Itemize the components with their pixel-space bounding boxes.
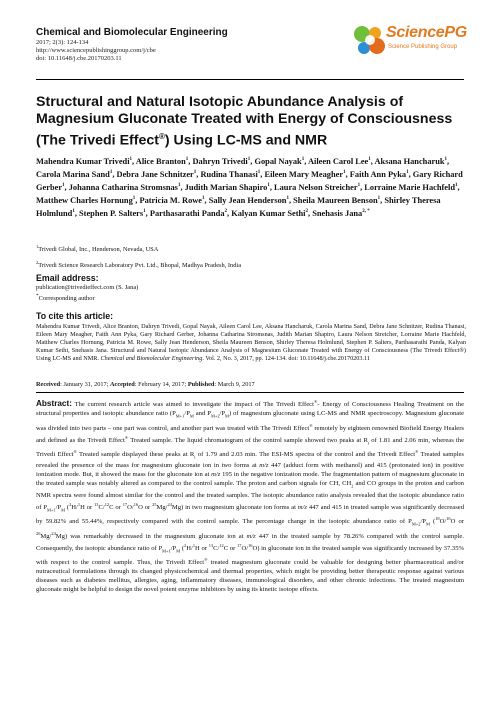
author-affiliation-mark: 1 <box>109 170 113 175</box>
author-affiliation-mark: 1 <box>257 170 261 175</box>
author-name: Sheila Maureen Benson$^1$ <box>293 195 381 205</box>
journal-doi: doi: 10.11648/j.cbe.20170203.11 <box>36 55 122 62</box>
author-affiliation-mark: 2 <box>305 209 309 214</box>
abstract-label: Abstract: <box>36 399 72 409</box>
author-affiliation-mark: 2 <box>224 209 228 214</box>
author-affiliation-mark: 1 <box>62 183 65 188</box>
author-affiliation-mark: 1 <box>132 196 136 201</box>
email-heading: Email address: <box>36 273 99 283</box>
sciencepg-logo-icon <box>350 22 388 60</box>
author-list: Mahendra Kumar Trivedi$^1$, Alice Branton$^1$, Dahryn Trivedi$^1$, Gopal Nayak$^1$, Aileen Carol Lee$^1$, Aksana Hancharuk$^1$, Carola Marina Sand$^1$, Debra Jane Schnitzer$^1$, Rudina Thanasi$^1$, Eileen Mary Meagher$^1$, Faith Ann Pyka$^1$, Gary Richard Gerber$^1$, Johanna Catharina Stromsnas$^1$, Judith Marian Shapiro$^1$, Laura Nelson Streicher$^1$, Lorraine Marie Hachfeld$^1$, Matthew Charles Hornung$^1$, Patricia M. Rowe$^1$, Sally Jean Henderson$^1$, Sheila Maureen Benson$^1$, Shirley Theresa Holmlund$^1$, Stephen P. Salters$^1$, Parthasarathi Panda$^2$, Kalyan Kumar Sethi$^2$, Snehasis Jana$^{2, *}$ <box>36 156 463 218</box>
citation-section <box>36 311 466 363</box>
abstract-divider <box>36 392 464 393</box>
author-affiliation-mark: 1 <box>455 183 458 188</box>
author-name: Gopal Nayak$^1$ <box>254 156 305 166</box>
affiliations <box>36 243 466 275</box>
author-name: Dahryn Trivedi$^1$ <box>192 156 251 166</box>
author-name: Matthew Charles Hornung$^1$ <box>36 195 136 205</box>
author-name: Shirley Theresa Holmlund$^1$ <box>36 195 441 218</box>
author-affiliation-mark: 2, * <box>362 209 370 214</box>
email-address[interactable]: publication@trivedieffect.com (S. Jana) <box>36 284 139 291</box>
author-affiliation-mark: 1 <box>406 170 409 175</box>
author-affiliation-mark: 1 <box>177 183 181 188</box>
author-name: Aileen Carol Lee$^1$ <box>307 156 371 166</box>
journal-url[interactable]: http://www.sciencepublishinggroup.com/j/cbe <box>36 47 156 54</box>
author-affiliation-mark: 1 <box>368 157 371 162</box>
author-name: Alice Branton$^1$ <box>135 156 189 166</box>
corresponding-note: *Corresponding author <box>36 293 95 303</box>
author-name: Mahendra Kumar Trivedi$^1$ <box>36 156 133 166</box>
abstract-body: The current research article was aimed to investigate the impact of The Trivedi Effect®- Energy of Consciousness Healing Treatment on the structural properties and isotopic abundance ratio ($P_{M+1}/P_M$ and $P_{M+2}/P_M$) of magnesium gluconate using LC-MS and NMR spectroscopy. Magnesium gluconate was divided into two parts – one part was control, and another part was treated with The Trivedi Effect® remotely by eighteen renowned Biofield Energy Healers and defined as the Trivedi Effect® Treated sample. The liquid chromatogram of the control sample showed two peaks at $R_t$ of 1.81 and 2.06 min, whereas the Trivedi Effect® Treated sample displayed these peaks at $R_t$ of 1.79 and 2.03 min. The ESI-MS spectra of the control and the Trivedi Effect® Treated samples revealed the presence of the mass for magnesium gluconate ion in two forms at m/z 447 (adduct form with methanol) and 415 (protonated ion) in positive ionization mode. But, it showed the mass for the gluconate ion at m/z 195 in the negative ionization mode. The fragmentation pattern of magnesium gluconate in the treated sample was notably altered as compared to the control sample. The proton and carbon signals for CH, $CH_2$ and CO groups in the proton and carbon NMR spectra were found almost similar for the control and the treated samples. The isotopic abundance ratio analysis revealed that the isotopic abundance ratio of $P_{M+1}/P_M$ ($^2$H/$^1$H or $^{13}$C/$^{12}$C or $^{17}$O/$^{16}$O or $^{25}$Mg/$^{24}$Mg) in two magnesium gluconate ion forms at m/z 447 and 415 in treated sample was significantly decreased by 59.82% and 55.44%, respectively compared with the control sample. The percentage change in the isotopic abundance ratio of $P_{M+2}/P_M$ ($^{18}$O/$^{16}$O or $^{26}$Mg/$^{24}$Mg) was remarkably decreased in the magnesium gluconate ion at m/z 447 in the treated sample by 78.26% compared with the control sample. Consequently, the isotopic abundance ratio of $P_{M+1}/P_M$ ($^2$H/$^1$H or $^{13}$C/$^{12}$C or $^{17}$O/$^{16}$O) in gluconate ion in the treated sample was significantly increased by 37.35% with respect to the control sample. Thus, the Trivedi Effect® treated magnesium gluconate could be valuable for designing better pharmaceutical and/or nutraceutical formulations through its changed physicochemical and thermal properties, which might be providing better therapeutic response against various diseases such as diabetes mellitus, allergies, aging, inflammatory diseases, immunological disorders, and other chronic infections. The treated magnesium gluconate might be helpful to design the novel potent enzyme inhibitors by using its kinetic isotope effects. <box>36 399 465 594</box>
author-affiliation-mark: 1 <box>143 209 146 214</box>
author-affiliation-mark: 1 <box>193 170 197 175</box>
author-affiliation-mark: 1 <box>185 157 189 162</box>
author-affiliation-mark: 1 <box>377 196 381 201</box>
author-name: Carola Marina Sand$^1$ <box>36 169 113 179</box>
author-affiliation-mark: 1 <box>247 157 251 162</box>
author-name: Aksana Hancharuk$^1$ <box>374 156 448 166</box>
citation-heading: To cite this article: <box>36 311 114 321</box>
publisher-logo-tagline: Science Publishing Group <box>388 44 458 50</box>
publication-dates: Received: January 31, 2017; Accepted: February 14, 2017; Published: March 9, 2017 <box>36 381 255 388</box>
author-name: Judith Marian Shapiro$^1$ <box>184 182 270 192</box>
author-affiliation-mark: 1 <box>267 183 270 188</box>
affiliation-item: $^2$Trivedi Science Research Laboratory Pvt. Ltd., Bhopal, Madhya Pradesh, India <box>36 260 242 270</box>
author-name: Eileen Mary Meagher$^1$ <box>264 169 346 179</box>
email-section <box>36 273 466 303</box>
publisher-logo <box>350 20 466 66</box>
author-affiliation-mark: 1 <box>286 196 289 201</box>
author-name: Gary Richard Gerber$^1$ <box>36 169 463 192</box>
author-name: Patricia M. Rowe$^1$ <box>139 195 205 205</box>
article-title: Structural and Natural Isotopic Abundance Analysis of Magnesium Gluconate Treated with Energy of Consciousness (The Trivedi Effect®) Using LC-MS and NMR <box>36 94 453 149</box>
citation-text: Mahendra Kumar Trivedi, Alice Branton, Dahryn Trivedi, Gopal Nayak, Aileen Carol Lee, Aksana Hancharuk, Carola Marina Sand, Debra Jane Schnitzer, Rudina Thanasi, Eileen Mary Meagher, Faith Ann Pyka, Gary Richard Gerber, Johanna Catharina Stromsnas, Judith Marian Shapiro, Laura Nelson Streicher, Lorraine Marie Hachfeld, Matthew Charles Hornung, Patricia M. Rowe, Sally Jean Henderson, Sheila Maureen Benson, Shirley Theresa Holmlund, Stephen P. Salters, Parthasarathi Panda, Kalyan Kumar Sethi, Snehasis Jana. Structural and Natural Isotopic Abundance Analysis of Magnesium Gluconate Treated with Energy of Consciousness (The Trivedi Effect®) Using LC-MS and NMR. Chemical and Biomolecular Engineering. Vol. 2, No. 3, 2017, pp. 124-134. doi: 10.11648/j.cbe.20170203.11 <box>36 323 466 362</box>
author-name: Rudina Thanasi$^1$ <box>200 169 261 179</box>
author-name: Kalyan Kumar Sethi$^2$ <box>231 208 309 218</box>
header-divider <box>36 79 464 80</box>
author-name: Stephen P. Salters$^1$ <box>79 208 146 218</box>
author-affiliation-mark: 1 <box>357 183 361 188</box>
author-name: Parthasarathi Panda$^2$ <box>149 208 228 218</box>
author-name: Sally Jean Henderson$^1$ <box>208 195 289 205</box>
publisher-logo-name: SciencePG <box>386 24 467 41</box>
affiliation-item: $^1$Trivedi Global, Inc., Henderson, Nevada, USA <box>36 244 159 254</box>
author-affiliation-mark: 1 <box>444 157 448 162</box>
author-affiliation-mark: 1 <box>72 209 75 214</box>
abstract <box>36 398 464 595</box>
journal-header <box>36 27 336 63</box>
author-name: Faith Ann Pyka$^1$ <box>349 169 409 179</box>
author-affiliation-mark: 1 <box>129 157 133 162</box>
journal-name: Chemical and Biomolecular Engineering <box>36 27 228 38</box>
journal-issue: 2017; 2(3): 124-134 <box>36 39 89 46</box>
author-name: Snehasis Jana$^{2, *}$ <box>312 208 370 218</box>
author-affiliation-mark: 1 <box>301 157 305 162</box>
author-name: Laura Nelson Streicher$^1$ <box>274 182 361 192</box>
author-name: Johanna Catharina Stromsnas$^1$ <box>68 182 181 192</box>
author-affiliation-mark: 1 <box>343 170 346 175</box>
author-name: Lorraine Marie Hachfeld$^1$ <box>364 182 458 192</box>
author-name: Debra Jane Schnitzer$^1$ <box>116 169 197 179</box>
author-affiliation-mark: 1 <box>202 196 205 201</box>
